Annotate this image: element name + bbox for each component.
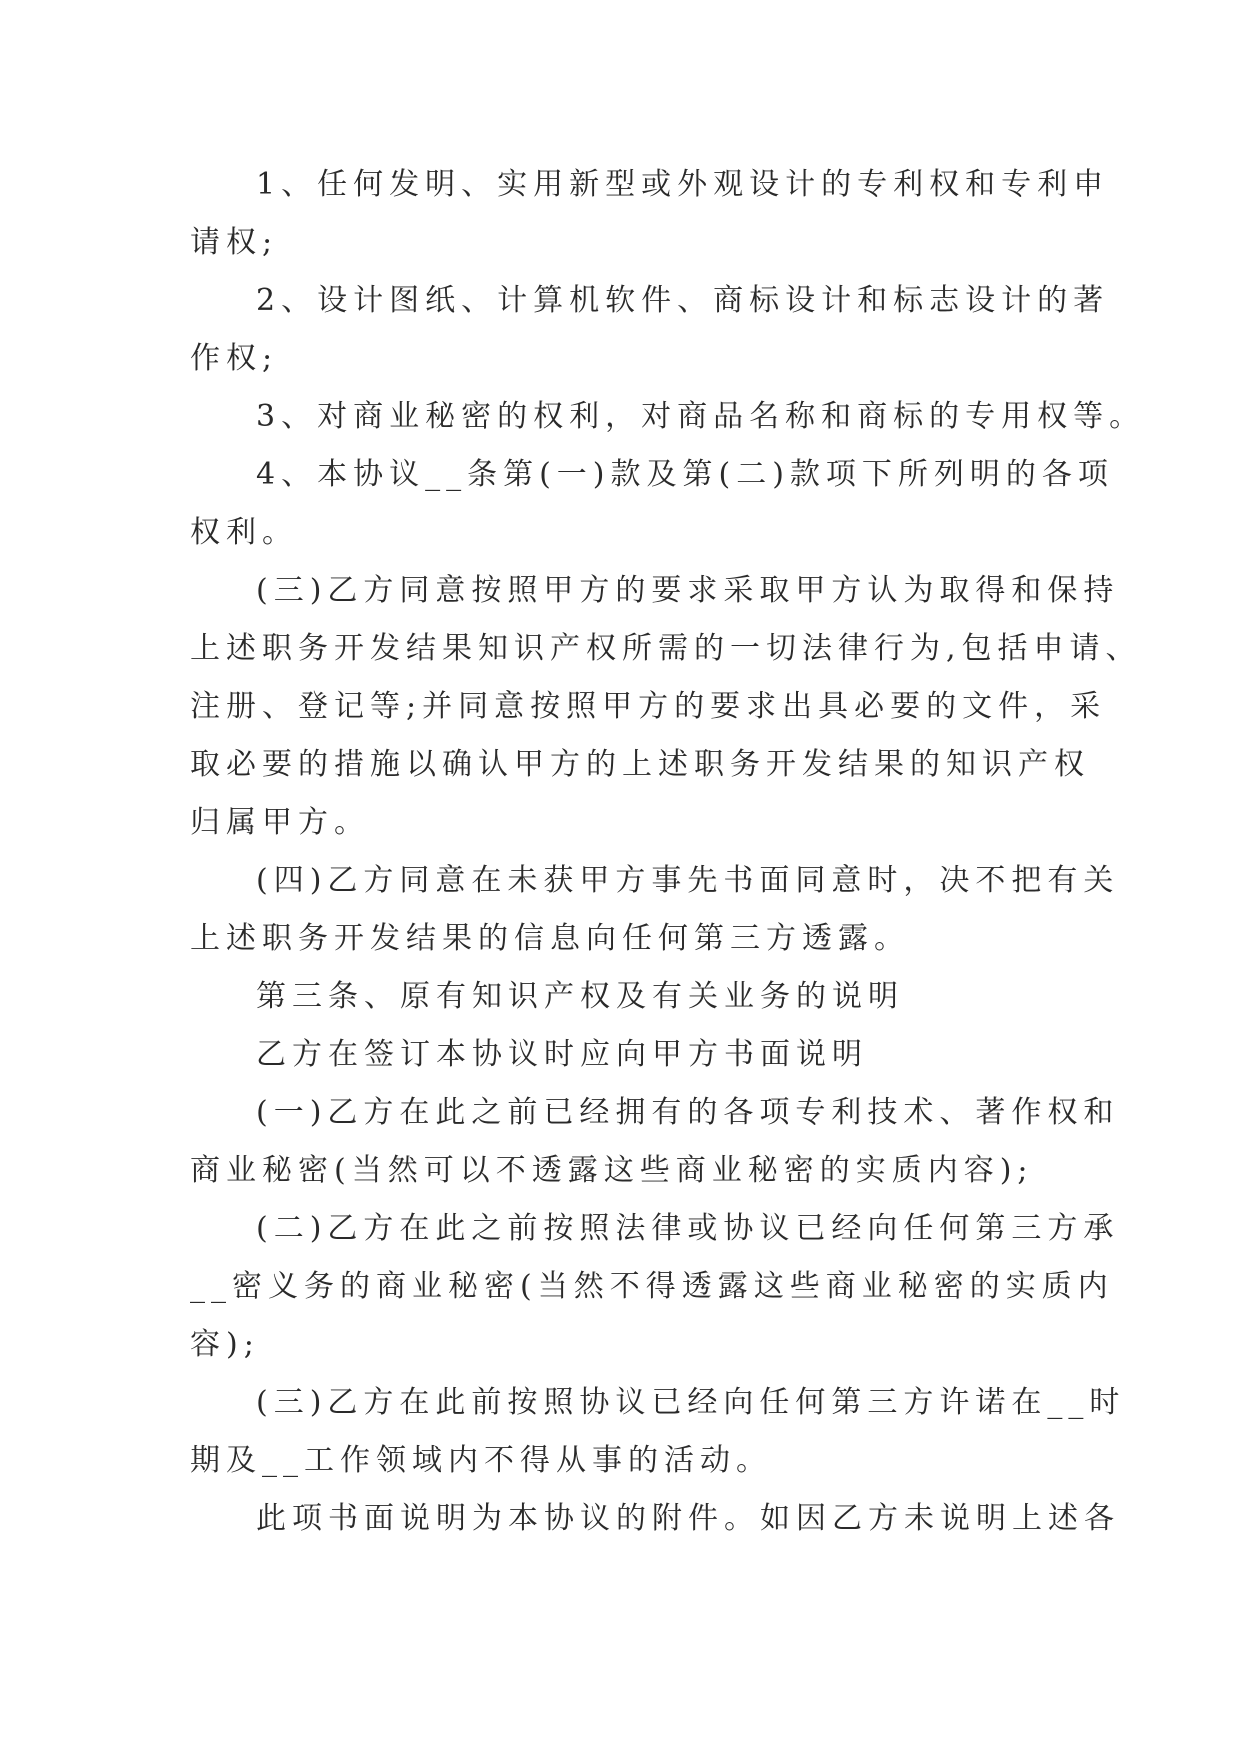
document-body (190, 156, 1146, 1548)
text-line: 容); (190, 1327, 260, 1362)
text-line: 上述职务开发结果的信息向任何第三方透露。 (190, 921, 910, 956)
text-line: 权利。 (190, 515, 298, 550)
text-line: 乙方在签订本协议时应向甲方书面说明 (256, 1037, 868, 1072)
text-line: 1、任何发明、实用新型或外观设计的专利权和专利申 (256, 167, 1110, 202)
text-line: 请权; (190, 225, 279, 260)
text-line: 注册、登记等;并同意按照甲方的要求出具必要的文件，采 (190, 689, 1107, 724)
text-line: 作权; (190, 341, 279, 376)
text-line: (四)乙方同意在未获甲方事先书面同意时，决不把有关 (256, 863, 1120, 898)
text-line: (一)乙方在此之前已经拥有的各项专利技术、著作权和 (256, 1095, 1120, 1130)
text-line: (二)乙方在此之前按照法律或协议已经向任何第三方承 (256, 1211, 1120, 1246)
text-line: 2、设计图纸、计算机软件、商标设计和标志设计的著 (256, 283, 1110, 318)
section-heading: 第三条、原有知识产权及有关业务的说明 (256, 979, 904, 1014)
text-line: 3、对商业秘密的权利，对商品名称和商标的专用权等。 (256, 399, 1146, 434)
text-line: 期及__工作领域内不得从事的活动。 (190, 1443, 772, 1478)
text-line: 归属甲方。 (190, 805, 370, 840)
text-line: 此项书面说明为本协议的附件。如因乙方未说明上述各 (256, 1501, 1120, 1536)
text-line: (三)乙方同意按照甲方的要求采取甲方认为取得和保持 (256, 573, 1120, 608)
text-line: __密义务的商业秘密(当然不得透露这些商业秘密的实质内 (190, 1269, 1114, 1304)
text-line: 上述职务开发结果知识产权所需的一切法律行为,包括申请、 (190, 631, 1142, 666)
text-line: 4、本协议__条第(一)款及第(二)款项下所列明的各项 (256, 457, 1114, 492)
text-line: (三)乙方在此前按照协议已经向任何第三方许诺在__时 (256, 1385, 1126, 1420)
text-line: 商业秘密(当然可以不透露这些商业秘密的实质内容); (190, 1153, 1034, 1188)
text-line: 取必要的措施以确认甲方的上述职务开发结果的知识产权 (190, 747, 1090, 782)
